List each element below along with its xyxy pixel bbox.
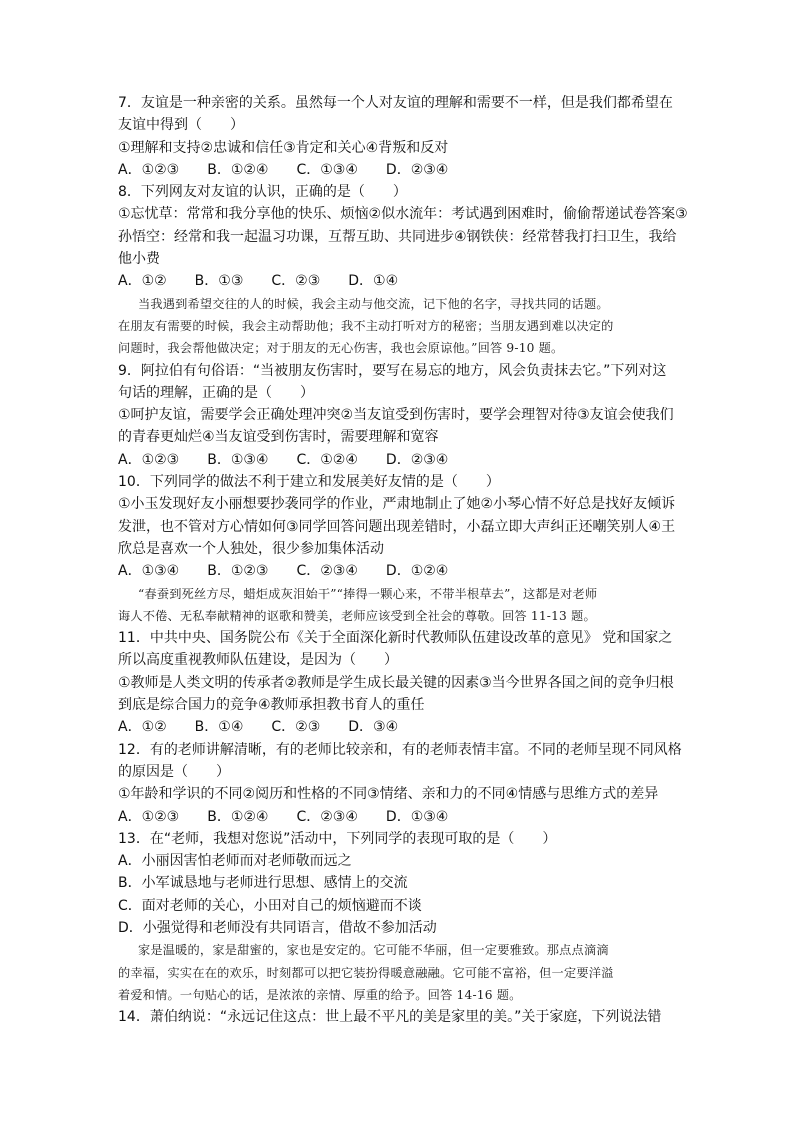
question-line: 所以高度重视教师队伍建设，是因为（ ） (118, 652, 398, 669)
question-line: 9．阿拉伯有句俗语：“当被朋友伤害时，要写在易忘的地方，风会负责抹去它。”下列对这 (118, 362, 667, 379)
question-line: ①年龄和学识的不同②阅历和性格的不同③情绪、亲和力的不同④情感与思维方式的差异 (118, 786, 659, 803)
answer-options: A．①②③ B．①③④ C．①②④ D．②③④ (118, 451, 449, 468)
passage-line: “春蚕到死丝方尽，蜡炬成灰泪始干”“捧得一颗心来，不带半根草去”，这都是对老师 (138, 586, 598, 601)
question-line: 孙悟空：经常和我一起温习功课，互帮互助、共同进步④钢铁侠：经常替我打扫卫生，我给 (118, 228, 677, 245)
question-line: 13．在“老师，我想对您说”活动中，下列同学的表现可取的是（ ） (118, 830, 557, 847)
question-line: ①忘忧草：常常和我分享他的快乐、烦恼②似水流年：考试遇到困难时，偷偷帮递试卷答案③ (118, 206, 688, 223)
question-line: 的原因是（ ） (118, 763, 230, 780)
answer-options: A．①②③ B．①②④ C．②③④ D．①③④ (118, 808, 449, 825)
question-line: A．小丽因害怕老师而对老师敬而远之 (118, 853, 352, 870)
question-line: B．小军诚恳地与老师进行思想、感情上的交流 (118, 875, 408, 892)
question-line: 8．下列网友对友谊的认识，正确的是（ ） (118, 184, 407, 201)
passage-line: 的幸福，实实在在的欢乐，时刻都可以把它装扮得暖意融融。它可能不富裕，但一定要洋溢 (118, 965, 614, 980)
question-line: 14．萧伯纳说：“永远记住这点：世上最不平凡的美是家里的美。”关于家庭，下列说法错 (118, 1009, 662, 1026)
passage-line: 当我遇到希望交往的人的时候，我会主动与他交流，记下他的名字，寻找共同的话题。 (138, 296, 609, 311)
question-line: D．小强觉得和老师没有共同语言，借故不参加活动 (118, 919, 437, 936)
question-line: 友谊中得到（ ） (118, 117, 244, 134)
answer-options: A．①② B．①④ C．②③ D．③④ (118, 719, 399, 736)
question-line: 发泄，也不管对方心情如何③同学回答问题出现差错时，小磊立即大声纠正还嘲笑别人④王 (118, 518, 676, 535)
question-line: ①教师是人类文明的传承者②教师是学生成长最关键的因素③当今世界各国之间的竞争归根 (118, 674, 674, 691)
question-line: 12．有的老师讲解清晰，有的老师比较亲和，有的老师表情丰富。不同的老师呈现不同风格 (118, 741, 682, 758)
question-line: 到底是综合国力的竞争④教师承担教书育人的重任 (118, 697, 425, 714)
question-line: 11．中共中央、国务院公布《关于全面深化新时代教师队伍建设改革的意见》 党和国家之 (118, 630, 673, 647)
question-line: 句话的理解，正确的是（ ） (118, 384, 314, 401)
passage-line: 问题时，我会帮他做决定；对于朋友的无心伤害，我也会原谅他。”回答 9-10 题。 (118, 341, 564, 356)
answer-options: A．①③④ B．①②③ C．②③④ D．①②④ (118, 563, 449, 580)
question-line: 他小费 (118, 251, 160, 268)
question-line: 的青春更灿烂④当友谊受到伤害时，需要理解和宽容 (118, 429, 439, 446)
exam-page (118, 92, 688, 1028)
passage-line: 着爱和情。一句贴心的话，是浓浓的亲情、厚重的给予。回答 14-16 题。 (118, 987, 522, 1002)
question-line: ①理解和支持②忠诚和信任③肯定和关心④背叛和反对 (118, 139, 449, 156)
passage-line: 家是温暖的，家是甜蜜的，家也是安定的。它可能不华丽，但一定要雅致。那点点滴滴 (138, 943, 609, 958)
question-line: ①小玉发现好友小丽想要抄袭同学的作业，严肃地制止了她②小琴心情不好总是找好友倾诉 (118, 496, 676, 513)
question-line: C．面对老师的关心，小田对自己的烦恼避而不谈 (118, 897, 422, 914)
question-line: 10．下列同学的做法不利于建立和发展美好友情的是（ ） (118, 474, 500, 491)
passage-line: 在朋友有需要的时候，我会主动帮助他；我不主动打听对方的秘密；当朋友遇到难以决定的 (118, 318, 614, 333)
question-line: ①呵护友谊，需要学会正确处理冲突②当友谊受到伤害时，要学会理智对待③友谊会使我们 (118, 407, 674, 424)
question-line: 欣总是喜欢一个人独处，很少参加集体活动 (118, 540, 384, 557)
question-line: 7．友谊是一种亲密的关系。虽然每一个人对友谊的理解和需要不一样，但是我们都希望在 (118, 95, 673, 111)
answer-options: A．①②③ B．①②④ C．①③④ D．②③④ (118, 161, 449, 178)
answer-options: A．①② B．①③ C．②③ D．①④ (118, 273, 399, 290)
passage-line: 诲人不倦、无私奉献精神的讴歌和赞美，老师应该受到全社会的尊敬。回答 11-13 题。 (118, 608, 596, 623)
